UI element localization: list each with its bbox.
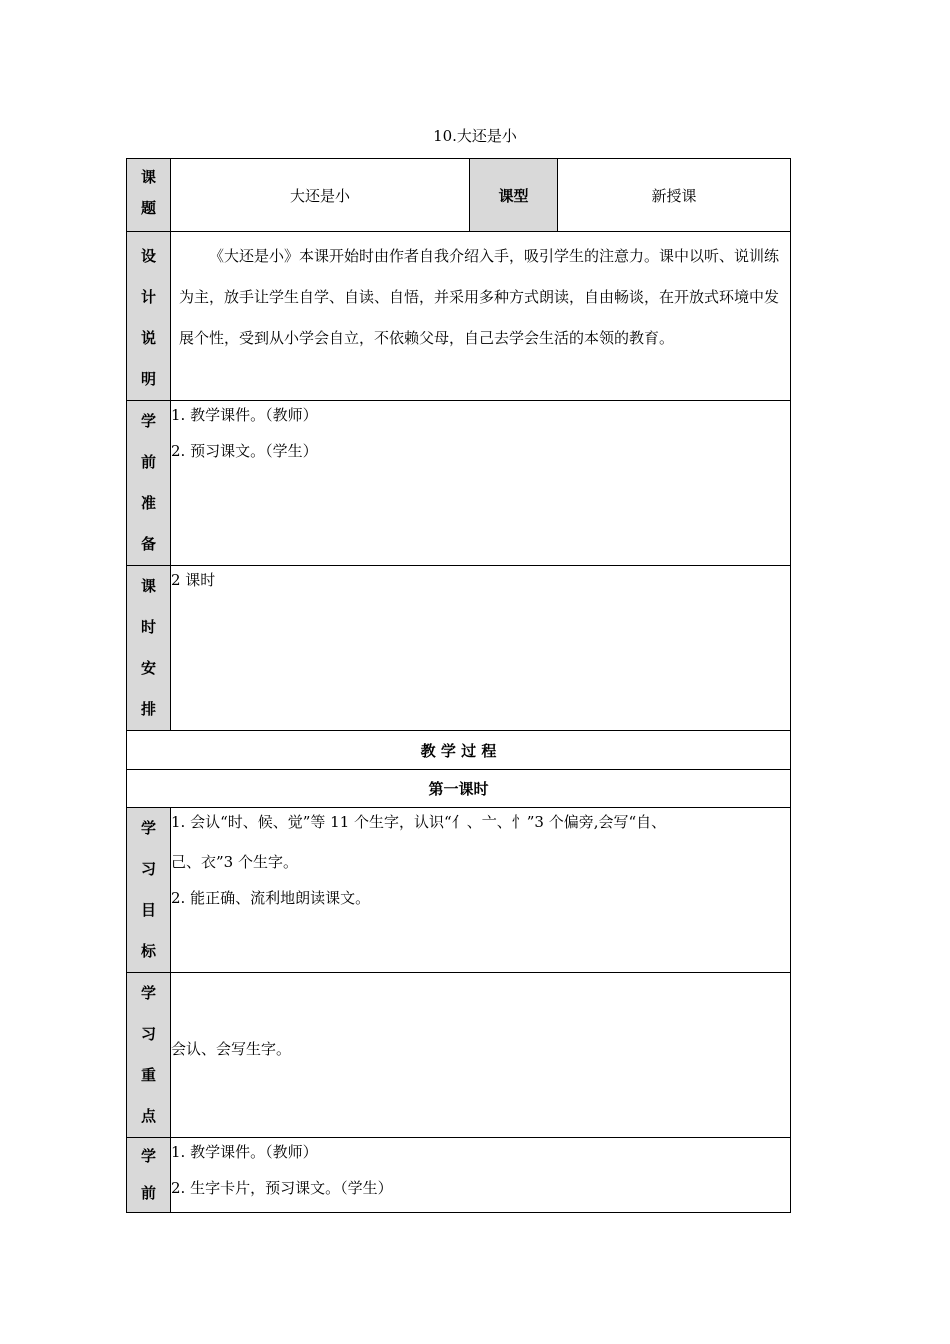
goals-row	[127, 808, 791, 973]
focus-text: 会认、会写生字。	[171, 973, 791, 1138]
goals-label: 学 习 目 标	[127, 808, 171, 973]
lesson-type-value: 新授课	[558, 159, 791, 232]
hours-row	[127, 566, 791, 731]
prep2-row	[127, 1138, 791, 1213]
goal-line: 2. 能正确、流利地朗读课文。	[171, 889, 371, 907]
process-header-row	[127, 731, 791, 770]
prep2-items	[171, 1138, 791, 1213]
prep-row	[127, 401, 791, 566]
prep2-item: 1. 教学课件。（教师）	[171, 1143, 318, 1161]
goal-line: 1. 会认“时、候、觉”等 11 个生字，认识“亻、亠、忄”3 个偏旁,会写“自、	[171, 813, 667, 831]
design-text: 《大还是小》本课开始时由作者自我介绍入手，吸引学生的注意力。课中以听、说训练为主，放手让学生自学、自读、自悟，并采用多种方式朗读，自由畅谈，在开放式环境中发展个性，受到从小学会自立，不依赖父母，自己去学会生活的本领的教育。	[179, 247, 780, 347]
hours-text: 2 课时	[171, 566, 791, 731]
design-row	[127, 232, 791, 401]
prep2-item: 2. 生字卡片，预习课文。（学生）	[171, 1179, 393, 1197]
document-title: 10.大还是小	[433, 127, 517, 145]
focus-row	[127, 973, 791, 1138]
design-text-cell	[171, 232, 791, 401]
design-label: 设 计 说 明	[127, 232, 171, 401]
prep-item: 1. 教学课件。（教师）	[171, 406, 318, 424]
section-title: 教 学 过 程	[127, 731, 791, 770]
lesson-title: 第一课时	[127, 770, 791, 808]
lesson-type-label: 课型	[470, 159, 558, 232]
hours-label: 课 时 安 排	[127, 566, 171, 731]
prep-items	[171, 401, 791, 566]
prep-label: 学 前 准 备	[127, 401, 171, 566]
lesson-plan-table	[126, 158, 791, 1213]
focus-label: 学 习 重 点	[127, 973, 171, 1138]
goal-line: 己、衣”3 个生字。	[171, 853, 298, 871]
topic-value: 大还是小	[171, 159, 470, 232]
topic-row	[127, 159, 791, 232]
topic-label: 课 题	[127, 159, 171, 232]
prep2-label: 学 前	[127, 1138, 171, 1213]
goals-text	[171, 808, 791, 973]
prep-item: 2. 预习课文。（学生）	[171, 442, 318, 460]
lesson-header-row	[127, 770, 791, 808]
